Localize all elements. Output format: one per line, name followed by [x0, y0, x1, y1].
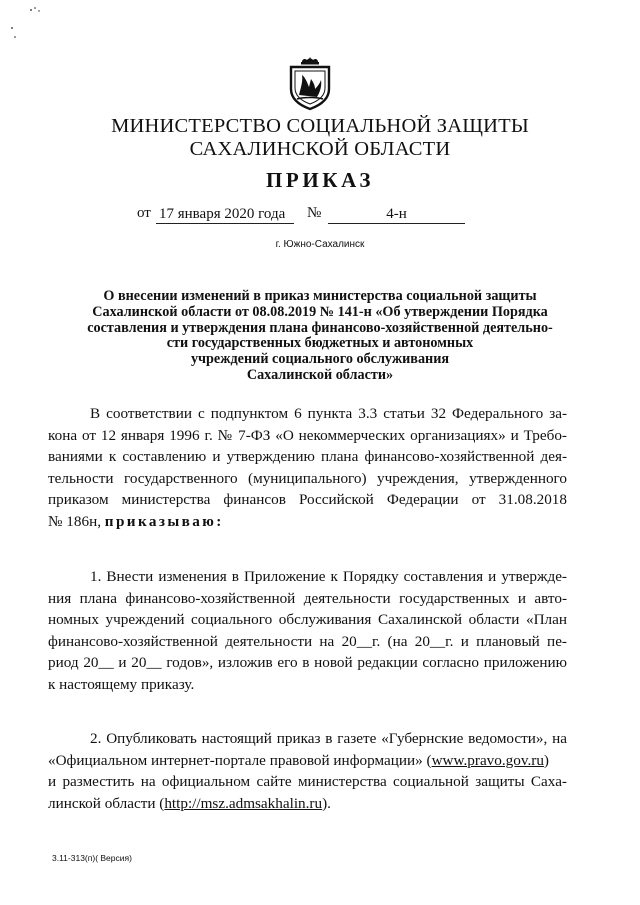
heading-line: учреждений социального обслуживания: [190, 351, 450, 368]
heading-line: О внесении изменений в приказ министерства социальной защиты: [103, 288, 537, 304]
preamble-paragraph: [48, 403, 567, 532]
text-line: 1. Внести изменения в Приложение к Порядку составления и утвержде-: [90, 568, 567, 585]
city-name: г. Южно-Сахалинск: [275, 239, 365, 250]
ministry-name-line2: САХАЛИНСКОЙ ОБЛАСТИ: [189, 138, 451, 160]
scan-artifact-marks: [4, 4, 44, 44]
text-fragment: линской области (: [48, 794, 165, 812]
text-fragment: ).: [322, 794, 331, 812]
text-line: и разместить на официальном сайте министерства социальной защиты Саха-: [48, 773, 567, 790]
date-prefix: от: [137, 205, 151, 221]
heading-line: Сахалинской области»: [246, 366, 394, 383]
order-heading: [40, 289, 600, 384]
text-line: номных учреждений социального обслуживания Сахалинской области «План: [48, 611, 567, 628]
sakhalin-coat-of-arms-icon: [287, 55, 333, 111]
text-line: риод 20__ и 20__ годов», изложив его в новой редакции согласно приложению: [48, 654, 567, 671]
text-line: к настоящему приказу.: [48, 675, 195, 693]
text-fragment: ): [543, 751, 549, 769]
text-line: ваниями к составлению и утверждению плана финансово-хозяйственной дея-: [48, 448, 567, 465]
text-line: финансово-хозяйственной деятельности на 20__г. (на 20__г. и плановый пе-: [48, 632, 567, 650]
text-line: 2. Опубликовать настоящий приказ в газете «Губернские ведомости», на: [90, 730, 567, 747]
document-version-code: 3.11-313(п)( Версия): [52, 853, 132, 863]
ministry-site-link[interactable]: http://msz.admsakhalin.ru: [164, 794, 323, 812]
order-title: ПРИКАЗ: [265, 168, 375, 192]
pravo-gov-link[interactable]: www.pravo.gov.ru: [431, 751, 544, 769]
order-date: 17 января 2020 года: [156, 205, 294, 224]
text-fragment: «Официальном интернет-портале правовой информации» (: [48, 751, 432, 769]
heading-line: Сахалинской области от 08.08.2019 № 141-н «Об утверждении Порядка: [92, 303, 548, 320]
text-line: приказом министерства финансов Российской Федерации от 31.08.2018: [48, 491, 567, 508]
ministry-name-line1: МИНИСТЕРСТВО СОЦИАЛЬНОЙ ЗАЩИТЫ: [111, 115, 529, 137]
heading-line: сти государственных бюджетных и автономных: [166, 335, 474, 352]
text-line: В соответствии с подпунктом 6 пункта 3.3 статьи 32 Федерального за-: [90, 405, 567, 422]
order-reference: № 186н,: [48, 512, 105, 530]
item-2-paragraph: [48, 728, 567, 814]
number-prefix: №: [307, 205, 322, 221]
text-line: ния плана финансово-хозяйственной деятельности государственных и авто-: [48, 589, 567, 607]
order-number: 4-н: [328, 205, 465, 224]
item-1-paragraph: [48, 566, 567, 695]
order-date-number-line: [0, 205, 640, 229]
text-line: тельности государственного (муниципального) учреждения, утвержденного: [48, 469, 567, 487]
heading-line: составления и утверждения плана финансово-хозяйственной деятельно-: [87, 319, 553, 336]
text-line: [48, 511, 567, 533]
text-line: кона от 12 января 1996 г. № 7-ФЗ «О некоммерческих организациях» и Требо-: [48, 426, 567, 444]
text-line: [48, 793, 567, 815]
directive-word: приказываю:: [104, 512, 224, 530]
text-line: [48, 750, 567, 772]
